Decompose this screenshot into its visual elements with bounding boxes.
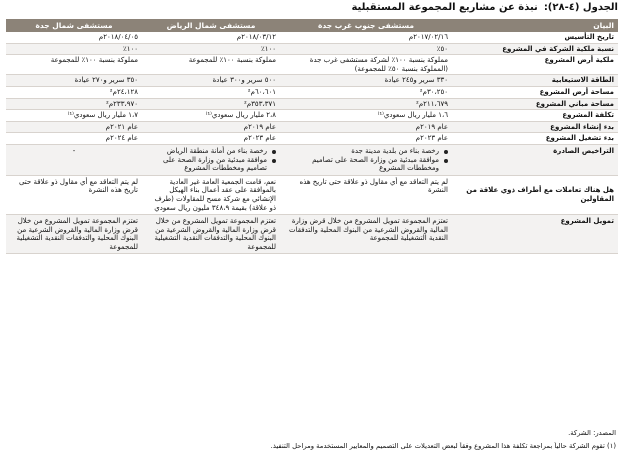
cell-value: ٦٠،٦٠١م² [142,86,280,98]
row-funding [6,215,618,254]
cell-value: ٢٤،١٢٨م² [6,86,142,98]
license-item: رخصة بناء من أمانة منطقة الرياض [146,147,276,156]
cell-value: ٣٥٣،٣٧١م² [142,98,280,110]
row-label: التراخيص الصادرة [452,144,618,175]
row-label: تكلفة المشروع [452,110,618,122]
row-label: نسبة ملكية الشركة في المشروع [452,43,618,55]
row-land-ownership [6,55,618,75]
cell-value: ٣٥٠ سرير و٢٧٠ عيادة [6,75,142,87]
row-construction-start [6,121,618,133]
cell-value: ٣٣٠ سرير و٢٤٥ عيادة [280,75,452,87]
cell-value: لم يتم التعاقد مع أي مقاول ذو علاقة حتى تاريخ هذه النشرة [280,175,452,214]
license-item: رخصة بناء من بلدية مدينة جدة [284,147,448,156]
cell-value: ٢٣٣،٩٧٠م² [6,98,142,110]
table-number: الجدول (٤-٢٨): [543,2,618,13]
cell-value: ٢٠١٨/٠٣/١٢م [142,32,280,43]
cell-value: عام ٢٠٢١م [6,121,142,133]
cell-value: تعتزم المجموعة تمويل المشروع من خلال قرض وزارة المالية والقروض الشرعية من البنوك المحلية والتدفقات النقدية التشغيلية للمجموعة [6,215,142,254]
row-label: مساحة مباني المشروع [452,98,618,110]
cell-value [280,144,452,175]
cell-value: عام ٢٠٢٤م [6,133,142,145]
header-south-west-jeddah: مستشفى جنوب غرب جدة [280,19,452,32]
header-row [6,19,618,32]
footnote: (١) تقوم الشركة حالياً بمراجعة تكلفة هذا المشروع وفقاً لبعض التعديلات على التصميم والمعايير المستخدمة ومراحل التنفيذ. [270,442,616,450]
cell-value: عام ٢٠٢٣م [280,133,452,145]
cell-value: ١٠٠٪ [6,43,142,55]
cell-value: ٥٠٠ سرير و٣٠٠ عيادة [142,75,280,87]
row-label: تمويل المشروع [452,215,618,254]
row-project-cost [6,110,618,122]
table-title: نبذة عن مشاريع المجموعة المستقبلية [351,2,538,13]
cell-value: لم يتم التعاقد مع أي مقاول ذو علاقة حتى تاريخ هذه النشرة [6,175,142,214]
table-caption [6,2,618,18]
row-licenses [6,144,618,175]
cell-value: عام ٢٠٢٣م [142,133,280,145]
row-related-parties [6,175,618,214]
cell-value: تعتزم المجموعة تمويل المشروع من خلال قرض وزارة المالية والقروض الشرعية من البنوك المحلية والتدفقات النقدية التشغيلية للمجموعة [280,215,452,254]
cell-value: نعم، قامت الجمعية العامة غير العادية بالموافقة على عقد أعمال بناء الهيكل الإنشائي مع شركة مسح للمقاولات (طرف ذو علاقة) بقيمة ٣٤٨،٩ مليون ريال سعودي [142,175,280,214]
row-land-area [6,86,618,98]
cell-value: مملوكة بنسبة ١٠٠٪ للمجموعة [142,55,280,75]
cell-value: - [6,144,142,175]
row-founding-date [6,32,618,43]
cell-value: ٢١١،٦٧٩م² [280,98,452,110]
cell-value: مملوكة بنسبة ١٠٠٪ للمجموعة [6,55,142,75]
cell-value: ٥٠٪ [280,43,452,55]
license-item: موافقة مبدئية من وزارة الصحة على تصاميم ومخططات المشروع [146,156,276,173]
cell-value: ٢٠١٨/٠٤/٠٥م [6,32,142,43]
header-statement: البيان [452,19,618,32]
cell-value: ١،٧ مليار ريال سعودي⁽¹⁾ [6,110,142,122]
header-north-riyadh: مستشفى شمال الرياض [142,19,280,32]
cell-value: ٢،٨ مليار ريال سعودي⁽¹⁾ [142,110,280,122]
cell-value: مملوكة بنسبة ١٠٠٪ لشركة مستشفى غرب جدة (المملوكة بنسبة ٥٠٪ للمجموعة) [280,55,452,75]
row-label: بدء تشغيل المشروع [452,133,618,145]
cell-value: تعتزم المجموعة تمويل المشروع من خلال قرض وزارة المالية والقروض الشرعية من البنوك المحلية والتدفقات النقدية التشغيلية للمجموعة [142,215,280,254]
row-operation-start [6,133,618,145]
source-note: المصدر: الشركة. [568,429,616,437]
projects-table [6,19,618,254]
cell-value: ١،٦ مليار ريال سعودي⁽¹⁾ [280,110,452,122]
cell-value [142,144,280,175]
cell-value: عام ٢٠١٩م [280,121,452,133]
row-label: مساحة أرض المشروع [452,86,618,98]
cell-value: ١٠٠٪ [142,43,280,55]
license-item: موافقة مبدئية من وزارة الصحة على تصاميم ومخططات المشروع [284,156,448,173]
cell-value: ٣٠،٢٥٠م² [280,86,452,98]
row-label: الطاقة الاستيعابية [452,75,618,87]
row-building-area [6,98,618,110]
row-label: هل هناك تعاملات مع أطراف ذوي علاقة من المقاولين [452,175,618,214]
cell-value: عام ٢٠١٩م [142,121,280,133]
row-label: تاريخ التأسيس [452,32,618,43]
cell-value: ٢٠١٧/٠٢/١٦م [280,32,452,43]
row-label: ملكية أرض المشروع [452,55,618,75]
row-ownership-percentage [6,43,618,55]
row-label: بدء إنشاء المشروع [452,121,618,133]
header-north-jeddah: مستشفى شمال جدة [6,19,142,32]
row-capacity [6,75,618,87]
